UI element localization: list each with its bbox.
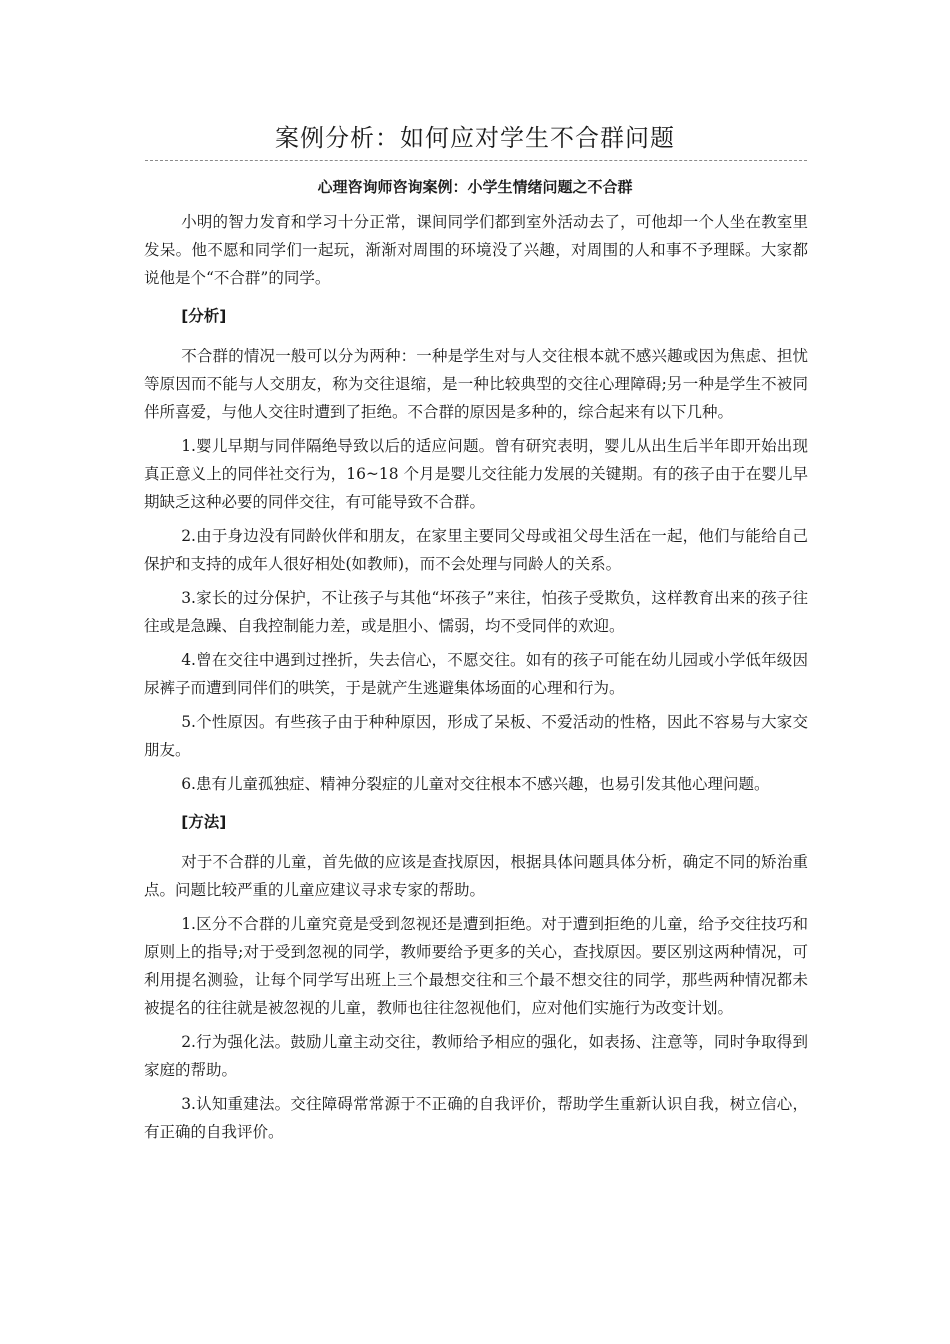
methods-heading: [方法] <box>181 813 227 831</box>
method-item-2: 2.行为强化法。鼓励儿童主动交往，教师给予相应的强化，如表扬、注意等，同时争取得到家庭的帮助。 <box>144 1033 808 1079</box>
title-divider <box>145 160 807 161</box>
cause-item-6: 6.患有儿童孤独症、精神分裂症的儿童对交往根本不感兴趣，也易引发其他心理问题。 <box>181 775 770 793</box>
methods-intro-paragraph: 对于不合群的儿童，首先做的应该是查找原因，根据具体问题具体分析，确定不同的矫治重点。问题比较严重的儿童应建议寻求专家的帮助。 <box>144 853 808 899</box>
cause-item-5: 5.个性原因。有些孩子由于种种原因，形成了呆板、不爱活动的性格，因此不容易与大家交朋友。 <box>144 713 808 759</box>
analysis-heading: [分析] <box>181 307 227 325</box>
cause-item-2: 2.由于身边没有同龄伙伴和朋友，在家里主要同父母或祖父母生活在一起，他们与能给自己保护和支持的成年人很好相处(如教师)，而不会处理与同龄人的关系。 <box>144 527 808 573</box>
method-item-1: 1.区分不合群的儿童究竟是受到忽视还是遭到拒绝。对于遭到拒绝的儿童，给予交往技巧和原则上的指导;对于受到忽视的同学，教师要给予更多的关心，查找原因。要区别这两种情况，可利用提名测验，让每个同学写出班上三个最想交往和三个最不想交往的同学，那些两种情况都未被提名的往往就是被忽视的儿童，教师也往往忽视他们，应对他们实施行为改变计划。 <box>144 915 808 1017</box>
document-body <box>144 208 808 1152</box>
document-subtitle: 心理咨询师咨询案例：小学生情绪问题之不合群 <box>317 178 633 196</box>
cause-item-3: 3.家长的过分保护，不让孩子与其他“坏孩子”来往，怕孩子受欺负，这样教育出来的孩子往往或是急躁、自我控制能力差，或是胆小、懦弱，均不受同伴的欢迎。 <box>144 589 808 635</box>
analysis-intro-paragraph: 不合群的情况一般可以分为两种：一种是学生对与人交往根本就不感兴趣或因为焦虑、担忧等原因而不能与人交朋友，称为交往退缩，是一种比较典型的交往心理障碍;另一种是学生不被同伴所喜爱，与他人交往时遭到了拒绝。不合群的原因是多种的，综合起来有以下几种。 <box>144 347 808 421</box>
document-title: 案例分析：如何应对学生不合群问题 <box>275 124 675 152</box>
cause-item-4: 4.曾在交往中遇到过挫折，失去信心，不愿交往。如有的孩子可能在幼儿园或小学低年级因尿裤子而遭到同伴们的哄笑，于是就产生逃避集体场面的心理和行为。 <box>144 651 808 697</box>
intro-paragraph: 小明的智力发育和学习十分正常，课间同学们都到室外活动去了，可他却一个人坐在教室里发呆。他不愿和同学们一起玩，渐渐对周围的环境没了兴趣，对周围的人和事不予理睬。大家都说他是个“不合群”的同学。 <box>144 213 808 287</box>
cause-item-1: 1.婴儿早期与同伴隔绝导致以后的适应问题。曾有研究表明，婴儿从出生后半年即开始出现真正意义上的同伴社交行为，16~18 个月是婴儿交往能力发展的关键期。有的孩子由于在婴儿早期缺乏这种必要的同伴交往，有可能导致不合群。 <box>144 437 808 511</box>
method-item-3: 3.认知重建法。交往障碍常常源于不正确的自我评价，帮助学生重新认识自我，树立信心，有正确的自我评价。 <box>144 1095 808 1141</box>
